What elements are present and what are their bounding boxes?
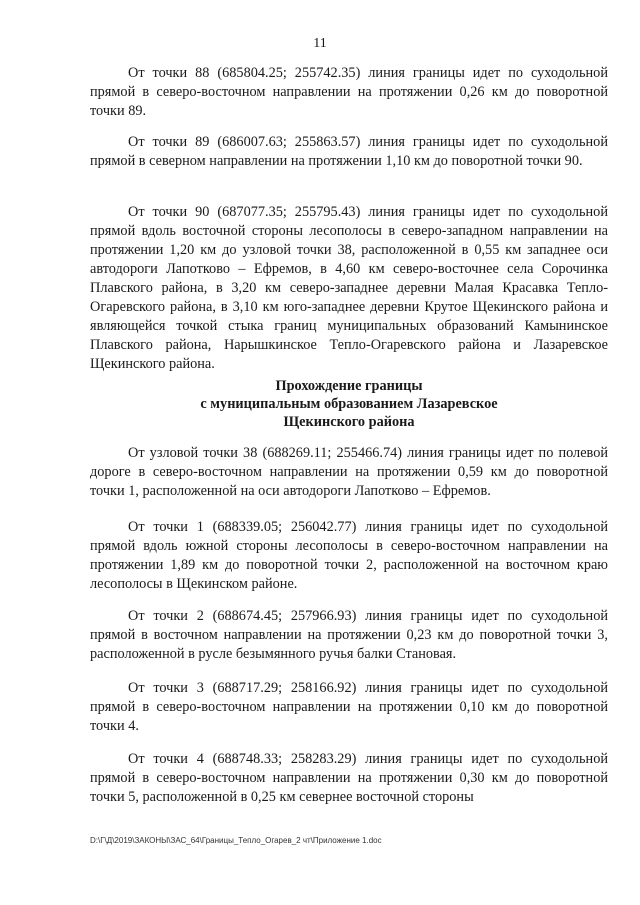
paragraph-point-90: От точки 90 (687077.35; 255795.43) линия границы идет по суходольной прямой вдоль восточной стороны лесополосы в северо-западном направлении на протяжении 1,20 км до узловой точки 38, расположенной в 0,55 км западнее оси автодороги Лапотково – Ефремов, в 4,60 км северо-восточнее села Сорочинка Плавского района, в 3,20 км северо-западнее деревни Малая Красавка Тепло-Огаревского района, в 3,10 км юго-западнее деревни Крутое Щекинского района и являющейся точкой стыка границ муниципальных образований Камынинское Плавского района, Нарышкинское Тепло-Огаревского района и Лазаревское Щекинского района.: [90, 204, 608, 372]
paragraph-point-88: От точки 88 (685804.25; 255742.35) линия границы идет по суходольной прямой в северо-восточном направлении на протяжении 0,26 км до поворотной точки 89.: [90, 65, 608, 119]
file-path-footer: D:\Г\Д\2019\ЗАКОНЫ\ЗАС_64\Границы_Тепло_Огарев_2 чт\Приложение 1.doc: [90, 836, 382, 845]
heading-line-2: с муниципальным образованием Лазаревское: [200, 396, 498, 412]
paragraph-point-2: От точки 2 (688674.45; 257966.93) линия границы идет по суходольной прямой в восточном направлении на протяжении 0,23 км до поворотной точки 3, расположенной в русле безымянного ручья балки Становая.: [90, 608, 608, 662]
page-number: 11: [313, 36, 327, 51]
heading-line-1: Прохождение границы: [275, 378, 423, 394]
paragraph-point-3: От точки 3 (688717.29; 258166.92) линия границы идет по суходольной прямой в северо-восточном направлении на протяжении 0,10 км до поворотной точки 4.: [90, 680, 608, 734]
paragraph-point-89: От точки 89 (686007.63; 255863.57) линия границы идет по суходольной прямой в северном направлении на протяжении 1,10 км до поворотной точки 90.: [90, 134, 608, 169]
paragraph-point-4: От точки 4 (688748.33; 258283.29) линия границы идет по суходольной прямой в северо-восточном направлении на протяжении 0,30 км до поворотной точки 5, расположенной в 0,25 км севернее восточной стороны: [90, 751, 608, 805]
section-heading: [90, 377, 608, 431]
paragraph-point-1: От точки 1 (688339.05; 256042.77) линия границы идет по суходольной прямой вдоль южной стороны лесополосы в северо-восточном направлении на протяжении 1,89 км до поворотной точки 2, расположенной на восточном краю лесополосы в Щекинском районе.: [90, 519, 608, 592]
paragraph-node-38: От узловой точки 38 (688269.11; 255466.74) линия границы идет по полевой дороге в северо-восточном направлении на протяжении 0,59 км до поворотной точки 1, расположенной на оси автодороги Лапотково – Ефремов.: [90, 445, 608, 499]
heading-line-3: Щекинского района: [283, 414, 415, 430]
